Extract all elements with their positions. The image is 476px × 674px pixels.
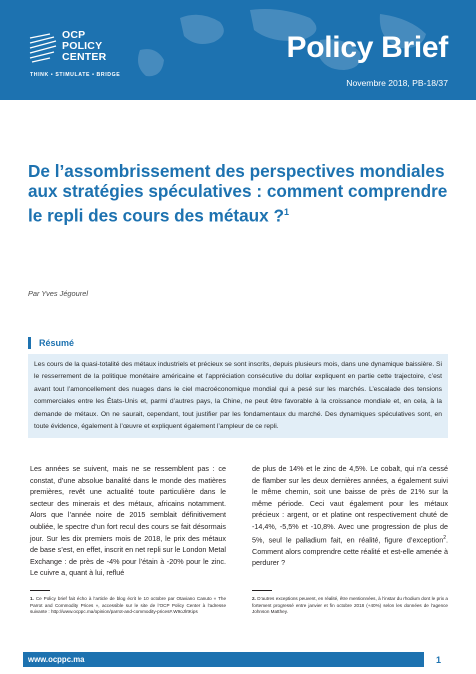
title-text: De l’assombrissement des perspectives mondiales aux stratégies spéculatives : comment comprendre le repli des cours des métaux ? [28,161,448,226]
title-footnote-marker: 1 [284,206,290,217]
footnote-2-text: D’autres exceptions peuvent, en réalité, être mentionnées, à l’instar du rhodium dont le prix a fortement progressé entre janvier et fin octobre 2018 (+40%) selon les données de l’agence Johnson Matthey. [252,596,448,615]
issue-subtitle: Novembre 2018, PB-18/37 [346,78,448,88]
abstract-text: Les cours de la quasi-totalité des métaux industriels et précieux se sont inscrits, depuis plusieurs mois, dans une dynamique baissière. Si le resserrement de la politique monétaire américaine et l’appréciation consécutive du dollar expliquent en partie cette trajectoire, c’est avant tout l’amoncellement des nuages dans le ciel macroéconomique mondial qui a pesé sur les marchés. L’escalade des tensions commerciales entre les États-Unis et, parmi d’autres pays, la Chine, ne peut être favorable à la croissance mondiale et, en cela, à la demande de métaux. On ne saurait, cependant, tout justifier par les fondamentaux du marché. Des dynamiques spéculatives sont, en toute évidence, également à l’œuvre et expliquent également l’ampleur de ce repli. [34,361,442,431]
footnote-1-marker: 1. [30,596,34,601]
logo-line-center: CENTER [62,51,107,63]
document-title [28,161,448,226]
footnote-rule-left [30,590,50,591]
footnote-1-text: Ce Policy brief fait écho à l’article de blog écrit le 10 octobre par Otaviano Canuto « The Parrot and Commodity Prices », accessible sur le site de l’OCP Policy Center à l’adresse suivante : http://www.ocppc.ma/opinion/parrot-and-commodity-prices#.W9oJlrtKips [30,596,227,615]
author-line: Par Yves Jégourel [28,289,88,298]
footnote-rule-right [252,590,272,591]
abstract-heading [28,336,74,350]
footnote-2-marker: 2. [252,596,256,601]
page-number: 1 [424,652,453,667]
logo-tagline: THINK • STIMULATE • BRIDGE [30,72,121,78]
body-right-part1: de plus de 14% et le zinc de 4,5%. Le cobalt, qui n’a cessé de flamber sur les deux dernières années, a également suivi le même chemin, soit une baisse de près de 21% sur la même période. Ceci vaut également pour les métaux précieux : argent, or et platine ont respectivement chuté de -14,4%, -5,5% et -10,8%. Avec une progression de plus de 5%, seul le palladium fait, en réalité, figure d’exception [252,464,448,544]
logo-line-ocp: OCP [62,29,86,41]
footnote-1 [30,596,226,616]
header-banner [0,0,476,100]
logo-wordmark [62,30,106,63]
series-title: Policy Brief [286,31,448,64]
footer-url-link[interactable]: www.ocppc.ma [28,655,85,664]
body-right-footnote-marker: 2 [443,534,446,541]
body-column-right [252,463,448,569]
footnote-2 [252,596,448,616]
ocp-logo-icon [28,32,58,64]
footer-bar [23,652,453,667]
body-column-left: Les années se suivent, mais ne se ressemblent pas : ce constat, d’une absolue banalité dans le monde des matières premières, revêt une actualité toute particulière dans le secteur des minerais et des métaux, africains notamment. Alors que l’année noire de 2015 semblait définitivement oubliée, le spectre d’un fort recul des cours se fait désormais jour. Sur les dix premiers mois de 2018, le prix des métaux de base s’est, en effet, inscrit en net repli sur le London Metal Exchange : de près de -4% pour l’étain à -20% pour le zinc. Le cuivre a, quant à lui, reflué [30,464,226,578]
logo-line-policy: POLICY [62,40,103,52]
abstract-accent-bar [28,337,31,349]
body-right-part2: . Comment alors comprendre cette réalité et est-elle amenée à perdurer ? [252,534,448,568]
abstract-heading-label: Résumé [39,338,75,348]
